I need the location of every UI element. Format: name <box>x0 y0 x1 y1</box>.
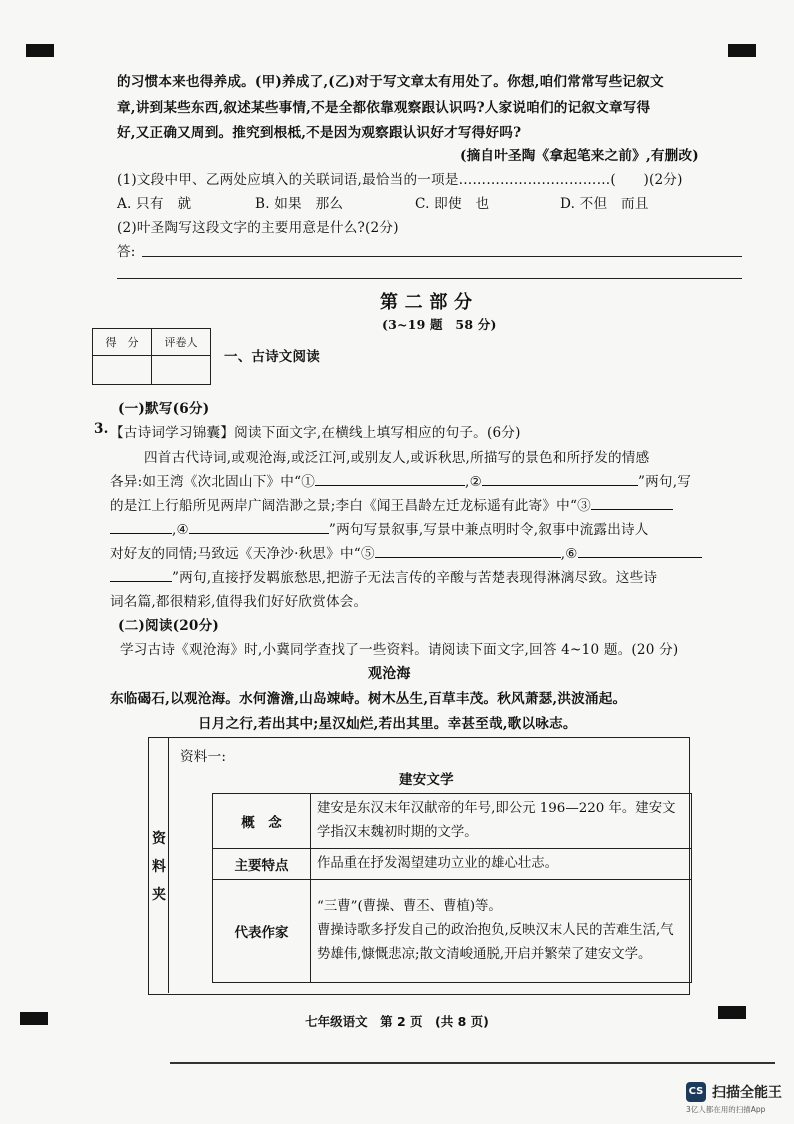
q3-text-3a: 各异:如王湾《次北固山下》中“① <box>110 474 316 490</box>
folder-spine-char-2: 料 <box>152 859 166 875</box>
page-footer: 七年级语文 第 2 页 (共 8 页) <box>305 1014 489 1029</box>
passage-line-1: 的习惯本来也得养成。(甲)养成了,(乙)对于写文章太有用处了。你想,咱们常常写些记叙文 <box>117 74 664 90</box>
blank-6-end[interactable] <box>110 569 172 582</box>
material-title: 建安文学 <box>399 772 454 788</box>
scanner-tagline: 3亿人都在用的扫描App <box>686 1105 766 1114</box>
q3-text-3b: ,② <box>465 474 482 490</box>
question-1-stem: (1)文段中甲、乙两处应填入的关联词语,最恰当的一项是……………………………( )(2分) <box>117 172 683 188</box>
blank-1[interactable] <box>315 473 465 486</box>
answer-line-2[interactable] <box>117 278 742 279</box>
part-two-title: 第 二 部 分 <box>380 292 473 313</box>
subsection-reading: (二)阅读(20分) <box>118 618 220 634</box>
passage-source: (摘自叶圣陶《拿起笔来之前》,有删改) <box>460 148 699 164</box>
q3-text-3c: ”两句,写 <box>637 474 692 490</box>
question-1-option-a: A. 只有 就 <box>117 196 192 212</box>
passage-line-3: 好,又正确又周到。推究到根柢,不是因为观察跟认识好才写得好吗? <box>117 125 522 141</box>
row-label-authors: 代表作家 <box>213 880 311 983</box>
grader-header: 评卷人 <box>152 329 211 356</box>
poem-line-2: 日月之行,若出其中;星汉灿烂,若出其里。幸甚至哉,歌以咏志。 <box>198 716 577 732</box>
table-row <box>213 849 692 880</box>
registration-mark-top-right <box>728 44 756 57</box>
blank-5[interactable] <box>375 545 561 558</box>
footer-rule <box>170 1062 775 1064</box>
blank-3-start[interactable] <box>591 497 673 510</box>
jianan-literature-table <box>212 793 692 983</box>
registration-mark-top-left <box>26 44 54 57</box>
question-3-line-5 <box>110 518 649 538</box>
blank-2[interactable] <box>482 473 638 486</box>
section-classical-reading: 一、古诗文阅读 <box>224 349 320 365</box>
part-two-subtitle: (3~19 题 58 分) <box>382 317 497 332</box>
scanner-app-name: 扫描全能王 <box>712 1085 782 1101</box>
answer-line-1[interactable] <box>142 256 742 257</box>
folder-spine-char-1: 资 <box>152 831 166 847</box>
reading-intro: 学习古诗《观沧海》时,小冀同学查找了一些资料。请阅读下面文字,回答 4~10 题。(20 分) <box>120 642 679 658</box>
authors-line-2: 曹操诗歌多抒发自己的政治抱负,反映汉末人民的苦难生活,气势雄伟,慷慨悲凉;散文清峻通脱,开启并繁荣了建安文学。 <box>317 923 674 962</box>
question-1-option-b: B. 如果 那么 <box>255 196 344 212</box>
answer-label: 答: <box>117 244 136 260</box>
question-3-line-3 <box>110 470 691 490</box>
question-2-stem: (2)叶圣陶写这段文字的主要用意是什么?(2分) <box>117 220 399 236</box>
q3-text-5b: ”两句写景叙事,写景中兼点明时令,叙事中流露出诗人 <box>328 522 649 538</box>
folder-spine-char-3: 夹 <box>152 887 166 903</box>
question-3-line-4 <box>110 494 673 514</box>
poem-line-1: 东临碣石,以观沧海。水何澹澹,山岛竦峙。树木丛生,百草丰茂。秋风萧瑟,洪波涌起。 <box>110 691 627 707</box>
table-row <box>213 794 692 849</box>
q3-text-6b: ,⑥ <box>560 546 578 562</box>
score-header: 得 分 <box>93 329 152 356</box>
q3-text-5a: ,④ <box>172 522 189 538</box>
poem-title: 观沧海 <box>368 666 411 682</box>
blank-4[interactable] <box>189 521 329 534</box>
row-value-features: 作品重在抒发渴望建功立业的雄心壮志。 <box>311 849 692 880</box>
question-3-line-8: 词名篇,都很精彩,值得我们好好欣赏体会。 <box>110 594 368 610</box>
table-row <box>213 880 692 983</box>
blank-6-start[interactable] <box>578 545 702 558</box>
q3-text-4a: 的是江上行船所见两岸广阔浩渺之景;李白《闻王昌龄左迁龙标遥有此寄》中“③ <box>110 498 591 514</box>
row-label-features: 主要特点 <box>213 849 311 880</box>
row-value-concept: 建安是东汉末年汉献帝的年号,即公元 196—220 年。建安文学指汉末魏初时期的文学。 <box>311 794 692 849</box>
row-label-concept: 概 念 <box>213 794 311 849</box>
grader-cell[interactable] <box>152 356 211 385</box>
authors-line-1: “三曹”(曹操、曹丕、曹植)等。 <box>317 899 502 914</box>
scanner-logo-icon: CS <box>686 1082 706 1102</box>
material-label: 资料一: <box>180 749 227 765</box>
blank-3-end[interactable] <box>110 521 172 534</box>
question-1-option-c: C. 即使 也 <box>415 196 490 212</box>
question-3-line-1: 【古诗词学习锦囊】阅读下面文字,在横线上填写相应的句子。(6分) <box>110 425 521 441</box>
question-3-line-6 <box>110 542 702 562</box>
q3-text-6a: 对好友的同情;马致远《天净沙·秋思》中“⑤ <box>110 546 375 562</box>
score-cell[interactable] <box>93 356 152 385</box>
q3-text-7a: ”两句,直接抒发羁旅愁思,把游子无法言传的辛酸与苦楚表现得淋漓尽致。这些诗 <box>172 570 658 586</box>
row-value-authors <box>311 880 692 983</box>
question-3-line-2: 四首古代诗词,或观沧海,或泛江河,或别友人,或诉秋思,所描写的景色和所抒发的情感 <box>144 450 650 466</box>
question-3-line-7 <box>110 566 657 586</box>
passage-line-2: 章,讲到某些东西,叙述某些事情,不是全都依靠观察跟认识吗?人家说咱们的记叙文章写得 <box>117 100 651 116</box>
question-1-option-d: D. 不但 而且 <box>560 196 649 212</box>
question-3-number: 3. <box>94 421 109 437</box>
score-table <box>92 328 211 385</box>
subsection-dictation: (一)默写(6分) <box>118 401 210 417</box>
